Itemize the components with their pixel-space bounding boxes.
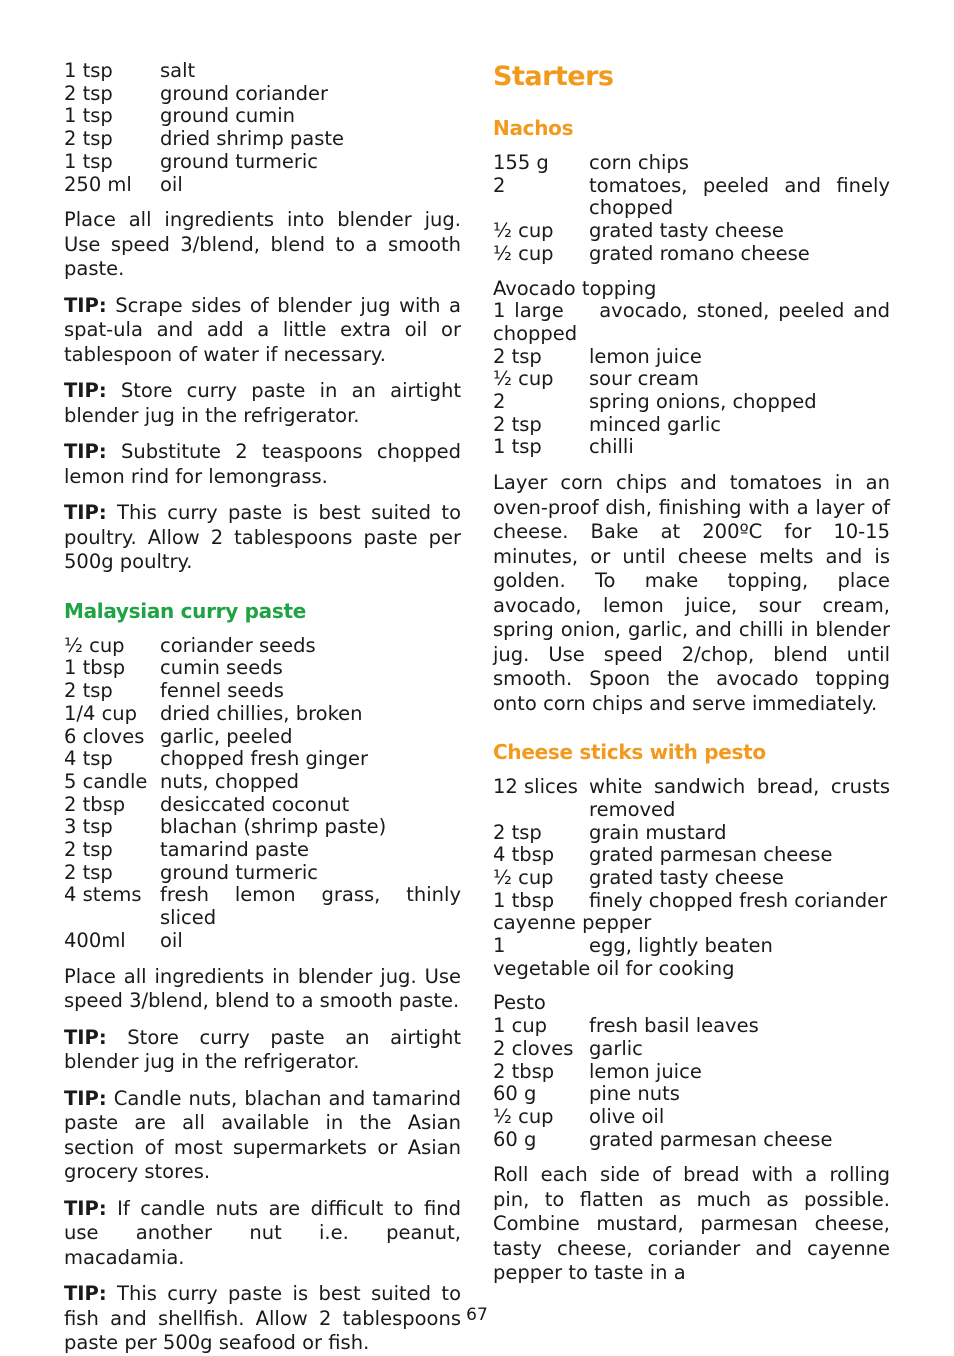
ingredient-row: [64, 657, 461, 680]
cheese-ingredient-list: [493, 776, 890, 912]
malaysian-method: Place all ingredients in blender jug. Use speed 3/blend, blend to a smooth paste.: [64, 964, 461, 1013]
ingredient-row: [493, 1061, 890, 1084]
ingredient-row: [493, 844, 890, 867]
avocado-topping-heading: Avocado topping: [493, 276, 657, 300]
ingredient-row: [64, 794, 461, 817]
ingredient-qty: 1: [493, 934, 506, 958]
ingredient-row: [64, 174, 461, 197]
ingredient-row: [64, 816, 461, 839]
pesto-ingredient-list: [493, 1015, 890, 1151]
ingredient-qty: 2 tsp: [64, 838, 113, 862]
ingredient-item: corn chips: [589, 151, 689, 174]
ingredient-item: lemon juice: [589, 1059, 702, 1083]
ingredient-row: [493, 867, 890, 890]
ingredient-item: grated tasty cheese: [589, 219, 784, 243]
ingredient-qty: 2 tsp: [493, 820, 542, 844]
ingredient-qty: 2 tsp: [493, 412, 542, 436]
ingredient-qty: 400ml: [64, 928, 126, 952]
ingredient-item: fresh basil leaves: [589, 1014, 759, 1038]
ingredient-qty: 2: [493, 390, 506, 414]
ingredient-qty: 2 tsp: [64, 81, 113, 105]
ingredient-row: [64, 105, 461, 128]
tip-text: This curry paste is best suited to poultry. Allow 2 tablespoons paste per 500g poultry.: [64, 501, 461, 574]
tip-text: This curry paste is best suited to fish and shellfish. Allow 2 tablespoons paste per 500g seafood or fish.: [64, 1282, 461, 1355]
starters-title: Starters: [493, 61, 614, 92]
ingredient-qty: ½ cup: [493, 219, 554, 243]
ingredient-qty: 1 tsp: [64, 59, 113, 82]
tip-paragraph: [64, 1197, 461, 1271]
ingredient-item: olive oil: [589, 1104, 665, 1128]
ingredient-row: [64, 884, 461, 929]
tip-paragraph: [64, 294, 461, 368]
ingredient-item: chopped fresh ginger: [160, 747, 369, 771]
ingredient-qty: 60 g: [493, 1082, 537, 1106]
ingredient-qty: 2 tsp: [64, 679, 113, 703]
ingredient-row: [493, 391, 890, 414]
ingredient-qty: 4 tsp: [64, 747, 113, 771]
cheese-sticks-title: Cheese sticks with pesto: [493, 740, 766, 765]
right-column: [493, 60, 890, 1286]
ingredient-row: [64, 771, 461, 794]
ingredient-qty: 1 tsp: [493, 435, 542, 459]
ingredient-item: coriander seeds: [160, 633, 316, 657]
ingredient-item: oil: [160, 172, 183, 196]
ingredient-row: [493, 346, 890, 369]
ingredient-qty: 2 tbsp: [64, 792, 126, 816]
tip-paragraph: [64, 1087, 461, 1185]
ingredient-item: grain mustard: [589, 820, 727, 844]
ingredient-qty: 1 tbsp: [493, 888, 555, 912]
ingredient-item: chilli: [589, 435, 634, 459]
ingredient-row: [64, 60, 461, 83]
ingredient-qty: 1 cup: [493, 1014, 548, 1038]
ingredient-qty: 2 cloves: [493, 1036, 574, 1060]
ingredient-qty: 2 tbsp: [493, 1059, 555, 1083]
tip-label: TIP:: [64, 379, 107, 403]
ingredient-row: [64, 862, 461, 885]
tip-label: TIP:: [64, 1196, 107, 1220]
ingredient-item: oil: [160, 928, 183, 952]
ingredient-item: dried shrimp paste: [160, 127, 345, 151]
ingredient-row: [493, 414, 890, 437]
ingredient-qty: 12 slices: [493, 775, 578, 799]
tip-label: TIP:: [64, 440, 107, 464]
egg-line: [493, 935, 890, 958]
ingredient-qty: 2 tsp: [493, 344, 542, 368]
ingredient-qty: 2 tsp: [64, 860, 113, 884]
ingredient-item: ground turmeric: [160, 860, 319, 884]
ingredient-item: fennel seeds: [160, 679, 284, 703]
nachos-title: Nachos: [493, 116, 574, 140]
ingredient-item: garlic, peeled: [160, 724, 293, 748]
ingredient-row: [64, 930, 461, 953]
nachos-ingredient-list: [493, 152, 890, 266]
tip-label: TIP:: [64, 293, 107, 317]
ingredient-qty: 1 tsp: [64, 104, 113, 128]
curry-ingredient-list: [64, 60, 461, 196]
tip-text: If candle nuts are difficult to find use another nut i.e. peanut, macadamia.: [64, 1196, 461, 1269]
ingredient-row: [64, 703, 461, 726]
ingredient-row: [493, 890, 890, 913]
veg-oil-line: [493, 958, 890, 981]
tip-label: TIP:: [64, 501, 107, 525]
ingredient-row: [64, 839, 461, 862]
ingredient-item: garlic: [589, 1036, 643, 1060]
ingredient-item: blachan (shrimp paste): [160, 815, 387, 839]
tip-label: TIP:: [64, 1025, 107, 1049]
ingredient-row: [64, 128, 461, 151]
ingredient-qty: ½ cup: [493, 367, 554, 391]
tip-text: Scrape sides of blender jug with a spat-ula and add a little extra oil or tablespoon of water if necessary.: [64, 293, 461, 366]
ingredient-row: [493, 1038, 890, 1061]
ingredient-qty: ½ cup: [493, 865, 554, 889]
ingredient-qty: 155 g: [493, 151, 549, 174]
pesto-heading: Pesto: [493, 991, 546, 1015]
ingredient-qty: 60 g: [493, 1127, 537, 1151]
ingredient-row: [493, 436, 890, 459]
tip-label: TIP:: [64, 1282, 107, 1306]
ingredient-item: grated tasty cheese: [589, 865, 784, 889]
ingredient-row: [64, 726, 461, 749]
ingredient-item: ground turmeric: [160, 149, 319, 173]
ingredient-item: ground coriander: [160, 81, 328, 105]
ingredient-item: white sandwich bread, crusts removed: [589, 775, 890, 821]
malaysian-ingredient-list: [64, 635, 461, 953]
avocado-first-item: 1 large avocado, stoned, peeled and chopped: [493, 299, 890, 345]
nachos-method: Layer corn chips and tomatoes in an oven-proof dish, finishing with a layer of cheese. Bake at 200ºC for 10-15 minutes, or until cheese melts and is golden. To make topping, place avocado, lemon juice, sour cream, spring onion, garlic, and chilli in blender jug. Use speed 2/chop, blend until smooth. Spoon the avocado topping onto corn chips and serve immediately.: [493, 471, 890, 715]
ingredient-row: [64, 635, 461, 658]
ingredient-item: tomatoes, peeled and finely chopped: [589, 173, 890, 220]
ingredient-qty: ½ cup: [493, 241, 554, 265]
ingredient-row: [64, 83, 461, 106]
ingredient-item: salt: [160, 59, 196, 82]
ingredient-item: pine nuts: [589, 1082, 680, 1106]
ingredient-row: [493, 152, 890, 175]
ingredient-item: dried chillies, broken: [160, 701, 363, 725]
ingredient-qty: 1 tsp: [64, 149, 113, 173]
ingredient-row: [493, 1083, 890, 1106]
ingredient-row: [493, 220, 890, 243]
ingredient-item: sour cream: [589, 367, 699, 391]
ingredient-item: minced garlic: [589, 412, 721, 436]
tip-paragraph: [64, 501, 461, 575]
ingredient-item: grated parmesan cheese: [589, 1127, 833, 1151]
ingredient-qty: 2 tsp: [64, 127, 113, 151]
ingredient-item: finely chopped fresh coriander: [589, 888, 888, 912]
veg-oil-text: vegetable oil for cooking: [493, 956, 735, 980]
ingredient-qty: 6 cloves: [64, 724, 145, 748]
ingredient-qty: 2: [493, 173, 506, 197]
ingredient-item: egg, lightly beaten: [589, 934, 773, 958]
ingredient-qty: 1 tbsp: [64, 656, 126, 680]
ingredient-item: fresh lemon grass, thinly sliced: [160, 883, 461, 930]
ingredient-item: spring onions, chopped: [589, 390, 817, 414]
malaysian-curry-title: Malaysian curry paste: [64, 598, 306, 623]
ingredient-qty: 250 ml: [64, 172, 132, 196]
ingredient-row: [493, 243, 890, 266]
avocado-ingredient-list: [493, 346, 890, 460]
ingredient-qty: 4 tbsp: [493, 843, 555, 867]
ingredient-item: nuts, chopped: [160, 769, 300, 793]
ingredient-qty: ½ cup: [493, 1104, 554, 1128]
cheese-method: Roll each side of bread with a rolling pin, to flatten as much as possible. Combine mustard, parmesan cheese, tasty cheese, coriander and cayenne pepper to taste in a: [493, 1163, 890, 1285]
ingredient-qty: 1/4 cup: [64, 701, 138, 725]
tip-text: Store curry paste an airtight blender jug in the refrigerator.: [64, 1025, 461, 1074]
ingredient-qty: 3 tsp: [64, 815, 113, 839]
tip-paragraph: [64, 379, 461, 428]
ingredient-row: [493, 1129, 890, 1152]
left-column: [64, 60, 461, 1356]
ingredient-qty: ½ cup: [64, 633, 125, 657]
tip-text: Store curry paste in an airtight blender jug in the refrigerator.: [64, 379, 461, 427]
ingredient-item: lemon juice: [589, 344, 702, 368]
ingredient-row: [493, 368, 890, 391]
ingredient-row: [493, 822, 890, 845]
tip-text: Candle nuts, blachan and tamarind paste are all available in the Asian section of most supermarkets or Asian grocery stores.: [64, 1086, 461, 1184]
ingredient-item: grated romano cheese: [589, 241, 810, 265]
page-number: 67: [466, 1305, 488, 1325]
ingredient-row: [64, 748, 461, 771]
tip-paragraph: [64, 440, 461, 489]
ingredient-row: [493, 175, 890, 220]
tip-text: Substitute 2 teaspoons chopped lemon rind for lemongrass.: [64, 440, 461, 488]
tip-paragraph: [64, 1026, 461, 1075]
avocado-first-line: [493, 300, 890, 345]
cayenne-text: cayenne pepper: [493, 911, 652, 935]
ingredient-row: [493, 1106, 890, 1129]
curry-method: Place all ingredients into blender jug. Use speed 3/blend, blend to a smooth paste.: [64, 208, 461, 281]
curry-tips: [64, 294, 461, 575]
ingredient-item: tamarind paste: [160, 838, 310, 862]
cayenne-line: [493, 912, 890, 935]
ingredient-row: [64, 680, 461, 703]
ingredient-item: grated parmesan cheese: [589, 843, 833, 867]
ingredient-qty: 4 stems: [64, 883, 142, 907]
tip-label: TIP:: [64, 1086, 107, 1110]
ingredient-row: [493, 1015, 890, 1038]
ingredient-item: desiccated coconut: [160, 792, 350, 816]
ingredient-row: [64, 151, 461, 174]
ingredient-item: ground cumin: [160, 104, 296, 128]
ingredient-row: [493, 776, 890, 821]
ingredient-item: cumin seeds: [160, 656, 283, 680]
ingredient-qty: 5 candle: [64, 769, 148, 793]
